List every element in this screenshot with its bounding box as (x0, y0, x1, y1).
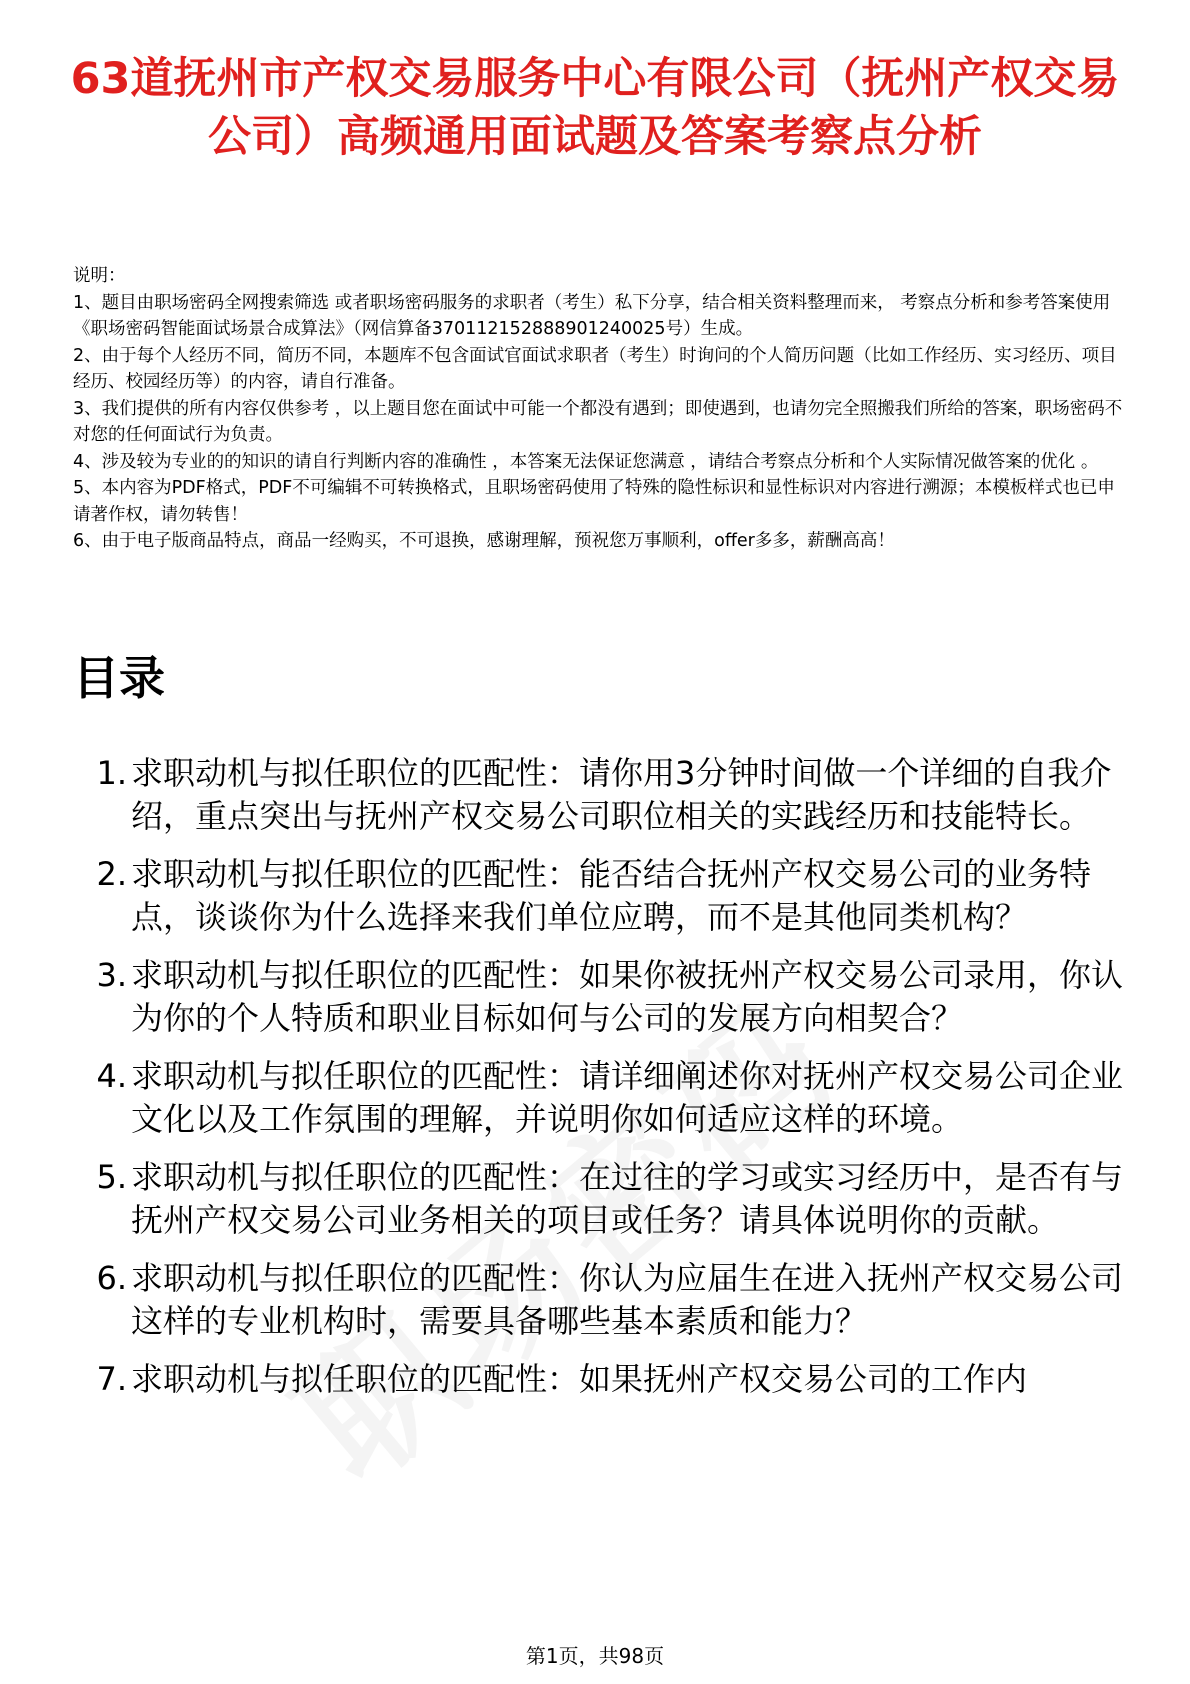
note-item: 5、本内容为PDF格式，PDF不可编辑不可转换格式，且职场密码使用了特殊的隐性标识和显性标识对内容进行溯源；本模板样式也已申请著作权，请勿转售！ (73, 478, 1115, 525)
toc-item-number: 2. (96, 855, 127, 893)
toc-list (73, 752, 1133, 1416)
toc-item-number: 7. (96, 1360, 127, 1398)
page-footer: 第1页，共98页 (525, 1644, 665, 1668)
note-item: 4、涉及较为专业的的知识的请自行判断内容的准确性 ，本答案无法保证您满意 ，请结合考察点分析和个人实际情况做答案的优化 。 (73, 451, 1099, 472)
notes-section (73, 263, 1123, 555)
notes-label: 说明： (73, 266, 126, 286)
note-item: 3、我们提供的所有内容仅供参考 ，以上题目您在面试中可能一个都没有遇到；即使遇到，也请勿完全照搬我们所给的答案，职场密码不对您的任何面试行为负责。 (73, 398, 1123, 445)
toc-item-text: 求职动机与拟任职位的匹配性：请你用3分钟时间做一个详细的自我介绍，重点突出与抚州产权交易公司职位相关的实践经历和技能特长。 (131, 754, 1112, 835)
document-title: 63道抚州市产权交易服务中心有限公司（抚州产权交易公司）高频通用面试题及答案考察点分析 (70, 54, 1120, 162)
toc-item-number: 1. (96, 754, 127, 792)
toc-item-text: 求职动机与拟任职位的匹配性：在过往的学习或实习经历中，是否有与抚州产权交易公司业务相关的项目或任务？请具体说明你的贡献。 (131, 1158, 1124, 1239)
note-item: 1、题目由职场密码全网搜索筛选 或者职场密码服务的求职者（考生）私下分享，结合相关资料整理而来， 考察点分析和参考答案使用《职场密码智能面试场景合成算法》（网信算备370112152888901240025号）生成。 (73, 292, 1111, 339)
toc-item-text: 求职动机与拟任职位的匹配性：如果你被抚州产权交易公司录用，你认为你的个人特质和职业目标如何与公司的发展方向相契合？ (131, 956, 1124, 1037)
toc-heading: 目录 (73, 651, 165, 705)
toc-item[interactable] (73, 1358, 1133, 1401)
toc-item[interactable] (73, 853, 1133, 939)
note-item: 2、由于每个人经历不同，简历不同，本题库不包含面试官面试求职者（考生）时询问的个人简历问题（比如工作经历、实习经历、项目经历、校园经历等）的内容，请自行准备。 (73, 345, 1117, 392)
toc-item-text: 求职动机与拟任职位的匹配性：如果抚州产权交易公司的工作内 (131, 1360, 1028, 1398)
note-item: 6、由于电子版商品特点，商品一经购买，不可退换，感谢理解，预祝您万事顺利，offer多多，薪酬高高！ (73, 531, 895, 551)
toc-item[interactable] (73, 1055, 1133, 1141)
toc-item-number: 3. (96, 956, 127, 994)
toc-item-number: 4. (96, 1057, 127, 1095)
toc-item[interactable] (73, 1257, 1133, 1343)
toc-item-text: 求职动机与拟任职位的匹配性：请详细阐述你对抚州产权交易公司企业文化以及工作氛围的理解，并说明你如何适应这样的环境。 (131, 1057, 1124, 1138)
toc-item[interactable] (73, 1156, 1133, 1242)
toc-item-text: 求职动机与拟任职位的匹配性：你认为应届生在进入抚州产权交易公司这样的专业机构时，需要具备哪些基本素质和能力？ (131, 1259, 1124, 1340)
toc-item-number: 5. (96, 1158, 127, 1196)
toc-item-text: 求职动机与拟任职位的匹配性：能否结合抚州产权交易公司的业务特点，谈谈你为什么选择来我们单位应聘，而不是其他同类机构？ (131, 855, 1092, 936)
toc-item-number: 6. (96, 1259, 127, 1297)
toc-item[interactable] (73, 752, 1133, 838)
toc-item[interactable] (73, 954, 1133, 1040)
